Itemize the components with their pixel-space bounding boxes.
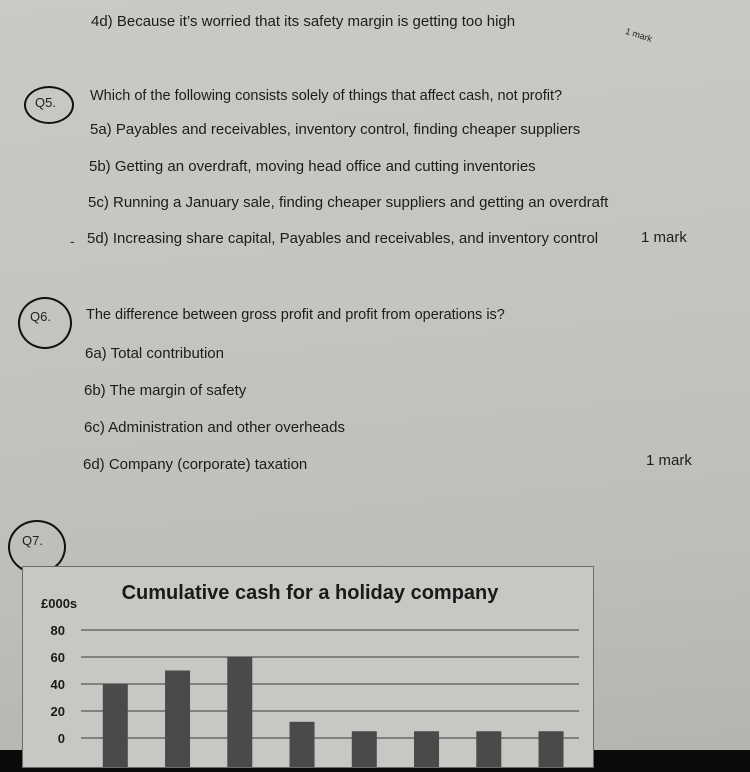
chart-title: Cumulative cash for a holiday company: [121, 582, 499, 604]
q5-question: Which of the following consists solely of things that affect cash, not profit?: [90, 88, 563, 104]
chart-y-tick-label: 0: [57, 731, 65, 746]
chart-bar: [539, 731, 564, 767]
pen-dash-annotation: -: [70, 233, 75, 249]
q5-option-b: 5b) Getting an overdraft, moving head office and cutting inventories: [89, 158, 536, 175]
chart-y-axis-label: £000s: [41, 596, 78, 611]
q5-label: Q5.: [35, 95, 56, 110]
q5-option-a: 5a) Payables and receivables, inventory control, finding cheaper suppliers: [90, 121, 581, 138]
q5-option-c: 5c) Running a January sale, finding cheaper suppliers and getting an overdraft: [88, 194, 609, 211]
chart-bar: [414, 731, 439, 767]
chart-frame: [22, 566, 594, 768]
chart-gridlines: [81, 630, 579, 738]
q6-question: The difference between gross profit and profit from operations is?: [86, 307, 505, 323]
chart-y-tick-label: 80: [50, 623, 65, 638]
q6-option-a: 6a) Total contribution: [85, 345, 224, 362]
q7-label: Q7.: [22, 533, 43, 548]
q5-option-d: 5d) Increasing share capital, Payables and receivables, and inventory control: [87, 230, 599, 247]
q5-mark: 1 mark: [641, 229, 687, 246]
q4-mark: 1 mark: [624, 25, 654, 45]
q6-option-c: 6c) Administration and other overheads: [84, 419, 345, 436]
q6-option-d: 6d) Company (corporate) taxation: [83, 456, 308, 473]
chart-y-tick-label: 60: [50, 650, 65, 665]
chart-y-tick-labels: [51, 623, 65, 746]
chart-y-tick-label: 40: [50, 677, 65, 692]
chart-bar: [352, 731, 377, 767]
chart-bar: [227, 657, 252, 767]
chart-bar: [165, 671, 190, 768]
q6-label: Q6.: [30, 309, 51, 324]
chart-bars: [103, 657, 564, 767]
chart-y-tick-label: 20: [50, 704, 65, 719]
chart-bar: [103, 684, 128, 767]
q6-option-b: 6b) The margin of safety: [84, 382, 247, 399]
q4-option-d: 4d) Because it’s worried that its safety margin is getting too high: [91, 13, 516, 30]
chart-bar: [476, 731, 501, 767]
chart-bar: [290, 722, 315, 767]
cumulative-cash-chart: [23, 567, 593, 767]
q6-mark: 1 mark: [646, 452, 692, 469]
